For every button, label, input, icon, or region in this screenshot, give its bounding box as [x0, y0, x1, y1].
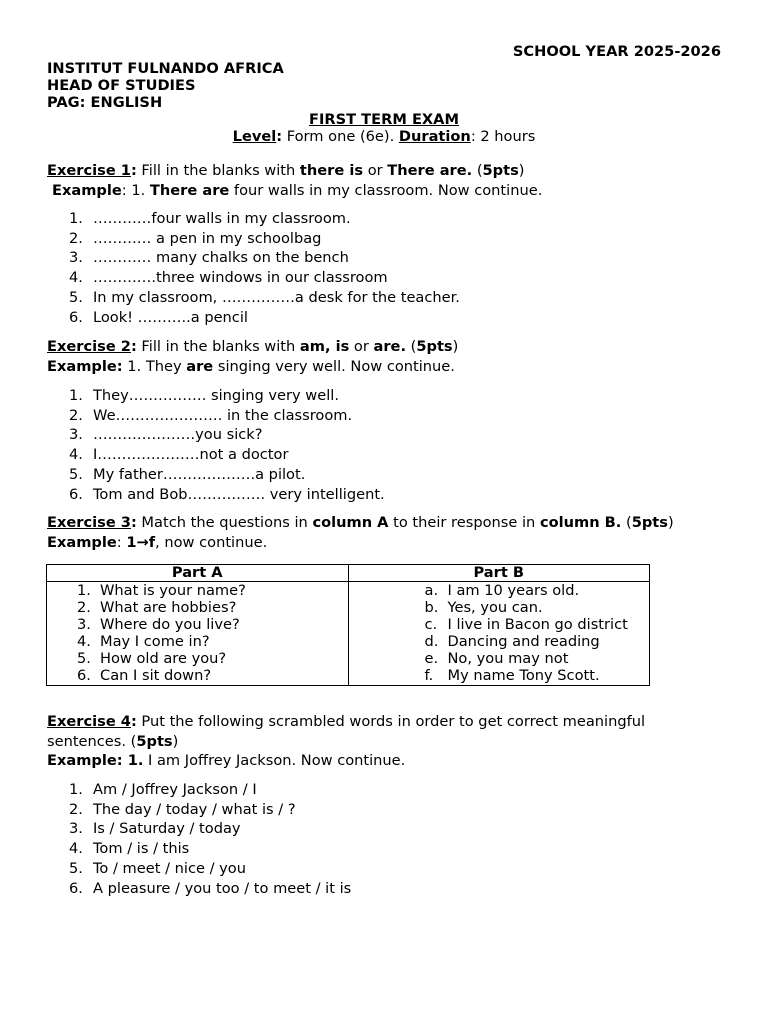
institution-name: INSTITUT FULNANDO AFRICA: [47, 60, 284, 77]
exam-title: FIRST TERM EXAM: [309, 111, 459, 128]
part-b-item: d. Dancing and reading: [424, 633, 600, 650]
head-of-studies: HEAD OF STUDIES: [47, 77, 196, 94]
exercise4-list: [47, 780, 351, 898]
exercise3-instruction: Exercise 3: Match the questions in column A to their response in column B. (5pts): [47, 514, 674, 531]
exercise4-points: 5pts: [136, 733, 173, 750]
part-a-list: [47, 582, 348, 684]
part-b-item: e. No, you may not: [424, 650, 569, 667]
exercise2-example: Example: 1. They are singing very well. Now continue.: [47, 358, 455, 375]
list-item: 1. …………four walls in my classroom.: [69, 210, 351, 227]
exercise4-instruction: Exercise 4: Put the following scrambled words in order to get correct meaningful: [47, 713, 646, 730]
exercise4-heading: Exercise 4: [47, 713, 131, 730]
part-a-header: Part A: [47, 565, 349, 582]
duration-label: Duration: [398, 128, 471, 145]
exercise1-instruction: Exercise 1: Fill in the blanks with there is or There are. (5pts): [47, 162, 525, 179]
list-item: 2. The day / today / what is / ?: [69, 800, 296, 818]
exercise2-instruction: Exercise 2: Fill in the blanks with am, is or are. (5pts): [47, 338, 459, 355]
part-a-item: 3. Where do you live?: [77, 616, 240, 633]
exercise4-instruction-cont: sentences. (5pts): [47, 733, 179, 750]
part-b-list: [349, 582, 650, 684]
list-item: 2. We…………………. in the classroom.: [69, 406, 353, 424]
part-a-cell: [47, 582, 349, 686]
list-item: 3. Is / Saturday / today: [69, 820, 241, 838]
level-value: Form one (6e).: [282, 128, 399, 145]
part-b-item: b. Yes, you can.: [424, 599, 543, 616]
school-year: SCHOOL YEAR 2025-2026: [512, 43, 721, 60]
pag-subject: PAG: ENGLISH: [47, 94, 163, 111]
list-item: 6. A pleasure / you too / to meet / it is: [69, 879, 352, 897]
part-a-item: 5. How old are you?: [77, 650, 227, 667]
exercise3-points: 5pts: [631, 514, 668, 531]
part-a-item: 1. What is your name?: [77, 582, 246, 599]
list-item: 5. My father……………….a pilot.: [69, 465, 306, 483]
part-a-item: 2. What are hobbies?: [77, 599, 237, 616]
exercise1-list: [47, 209, 460, 327]
part-b-item: f. My name Tony Scott.: [424, 667, 600, 684]
exercise1-points: 5pts: [482, 162, 519, 179]
list-item: 5. In my classroom, ……………a desk for the teacher.: [69, 288, 460, 306]
part-b-header: Part B: [348, 565, 650, 582]
part-a-item: 6. Can I sit down?: [77, 667, 212, 684]
part-b-item: c. I live in Bacon go district: [424, 616, 628, 633]
exercise1-heading: Exercise 1: [47, 162, 131, 179]
part-a-item: 4. May I come in?: [77, 633, 210, 650]
list-item: 6. Tom and Bob……………. very intelligent.: [69, 485, 385, 503]
list-item: 1. Am / Joffrey Jackson / I: [69, 781, 257, 798]
exercise2-heading: Exercise 2: [47, 338, 131, 355]
list-item: 3. …………………you sick?: [69, 426, 263, 444]
exercise3-heading: Exercise 3: [47, 514, 131, 531]
part-b-cell: [348, 582, 650, 686]
list-item: 4. Tom / is / this: [69, 840, 190, 858]
list-item: 4. ………….three windows in our classroom: [69, 269, 388, 287]
exercise4-example: Example: 1. I am Joffrey Jackson. Now continue.: [47, 752, 406, 769]
matching-table: [46, 564, 650, 686]
list-item: 6. Look! ………..a pencil: [69, 308, 248, 326]
list-item: 4. I…………………not a doctor: [69, 446, 289, 464]
exam-title-line: [0, 111, 768, 128]
list-item: 5. To / meet / nice / you: [69, 859, 246, 877]
list-item: 3. ………… many chalks on the bench: [69, 249, 349, 267]
level-duration-line: Level: Form one (6e). Duration: 2 hours: [232, 128, 536, 145]
exercise1-example: Example: 1. There are four walls in my classroom. Now continue.: [52, 182, 543, 199]
duration-value: : 2 hours: [470, 128, 536, 145]
list-item: 1. They……………. singing very well.: [69, 387, 339, 404]
exercise2-list: [47, 386, 385, 504]
part-b-item: a. I am 10 years old.: [424, 582, 580, 599]
list-item: 2. ………… a pen in my schoolbag: [69, 229, 322, 247]
level-label: Level: [232, 128, 277, 145]
exercise3-example: Example: 1→f, now continue.: [47, 534, 268, 551]
exercise2-points: 5pts: [416, 338, 453, 355]
